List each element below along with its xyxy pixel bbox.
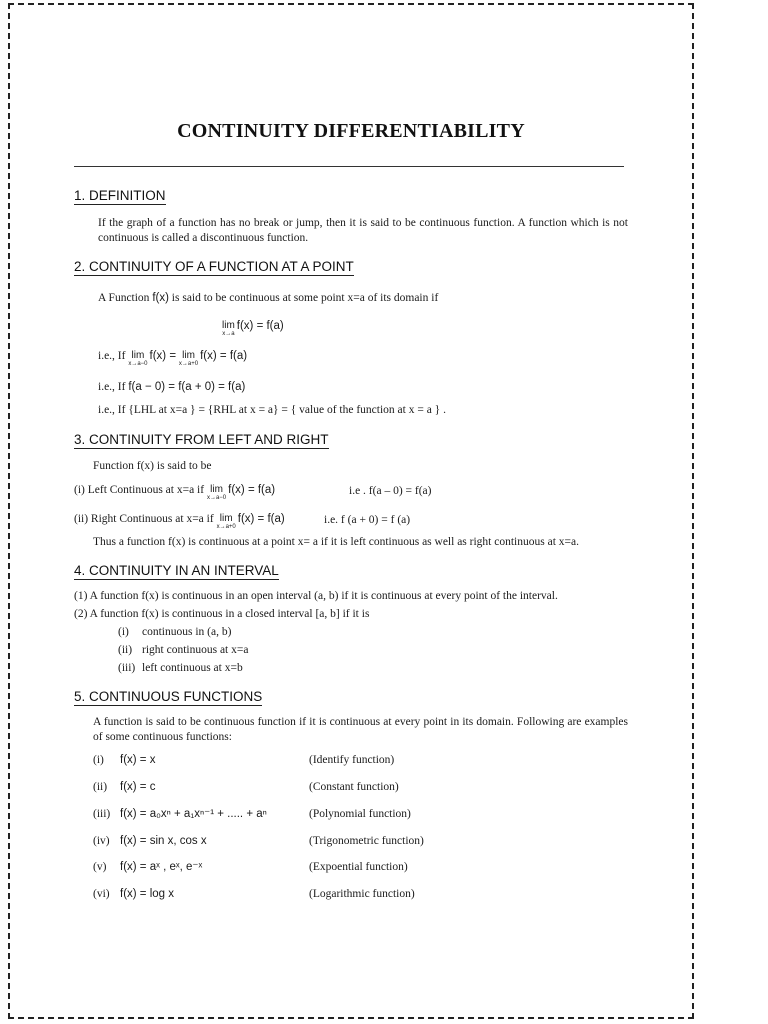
- function-row: (ii) f(x) = c: [93, 781, 156, 793]
- limit-equation-3: [98, 380, 245, 395]
- left-limit-operator: lim x→a−0: [128, 350, 148, 367]
- interval-sub-item: (i) continuous in (a, b): [118, 626, 232, 638]
- function-row: (vi) f(x) = log x: [93, 888, 175, 900]
- left-equation: f(x) = f(a): [228, 484, 276, 496]
- ie-if-label: i.e., If: [98, 350, 126, 362]
- limit-operator: lim x→a: [222, 320, 235, 337]
- function-row: (iv) f(x) = sin x, cos x: [93, 835, 207, 847]
- function-description: (Polynomial function): [309, 808, 411, 820]
- function-row: (i) f(x) = x: [93, 754, 156, 766]
- limit-equation-2: [98, 349, 247, 369]
- section-1-text: If the graph of a function has no break or jump, then it is said to be continuous function. A function which is not continuous is called a discontinuous function.: [98, 217, 628, 244]
- equation-end: f(x) = f(a): [200, 350, 248, 362]
- title-divider: [74, 166, 624, 167]
- section-4-heading: 4. CONTINUITY IN AN INTERVAL: [74, 563, 279, 578]
- right-limit-operator: lim x→a+0: [178, 350, 199, 367]
- section-3-heading: 3. CONTINUITY FROM LEFT AND RIGHT: [74, 432, 329, 447]
- intro-text-a: A Function: [98, 292, 150, 304]
- function-description: (Trigonometric function): [309, 835, 424, 847]
- function-description: (Identify function): [309, 754, 395, 766]
- right-equation: f(x) = f(a): [237, 513, 285, 525]
- intro-fx: f(x): [152, 292, 169, 304]
- equation-3: f(a − 0) = f(a + 0) = f(a): [128, 381, 246, 393]
- section-5-intro: A function is said to be continuous function if it is continuous at every point in its domain. Following are examples of some continuous functions:: [93, 716, 628, 743]
- left-continuous-row: [74, 483, 275, 503]
- section-2-heading: 2. CONTINUITY OF A FUNCTION AT A POINT: [74, 259, 354, 274]
- right-continuous-ie: i.e. f (a + 0) = f (a): [324, 514, 411, 526]
- right-limit-operator: lim x→a+0: [216, 513, 236, 530]
- left-limit-operator: lim x→a−0: [206, 484, 227, 501]
- function-description: (Logarithmic function): [309, 888, 415, 900]
- left-continuous-ie: i.e . f(a – 0) = f(a): [349, 485, 432, 497]
- function-description: (Constant function): [309, 781, 399, 793]
- left-continuous-label: (i) Left Continuous at x=a if: [74, 484, 205, 496]
- lhl-rhl-statement: i.e., If {LHL at x=a } = {RHL at x = a} = { value of the function at x = a } .: [98, 404, 446, 416]
- equation-rhs: f(x) = f(a): [236, 320, 284, 332]
- section-3-summary: Thus a function f(x) is continuous at a point x= a if it is left continuous as well as right continuous at x=a.: [93, 536, 579, 548]
- interval-sub-item: (iii) left continuous at x=b: [118, 662, 243, 674]
- interval-item-2: (2) A function f(x) is continuous in a closed interval [a, b] if it is: [74, 608, 370, 620]
- right-continuous-label: (ii) Right Continuous at x=a if: [74, 513, 214, 525]
- function-description: (Expoential function): [309, 861, 408, 873]
- limit-equation-1: [222, 319, 284, 339]
- section-1-heading: 1. DEFINITION: [74, 188, 166, 203]
- function-row: (v) f(x) = aˣ , eˣ, e⁻ˣ: [93, 861, 203, 873]
- section-2-intro: [98, 291, 438, 306]
- interval-item-1: (1) A function f(x) is continuous in an open interval (a, b) if it is continuous at every point of the interval.: [74, 590, 558, 602]
- interval-sub-item: (ii) right continuous at x=a: [118, 644, 249, 656]
- intro-text-b: is said to be continuous at some point x=a of its domain if: [171, 292, 439, 304]
- right-continuous-row: [74, 512, 285, 532]
- ie-if-label: i.e., If: [98, 381, 126, 393]
- section-5-heading: 5. CONTINUOUS FUNCTIONS: [74, 689, 263, 704]
- function-row: (iii) f(x) = a₀xⁿ + a₁xⁿ⁻¹ + ..... + aⁿ: [93, 808, 267, 820]
- page-title: CONTINUITY DIFFERENTIABILITY: [177, 120, 525, 142]
- section-3-intro: Function f(x) is said to be: [93, 460, 212, 472]
- equation-middle: f(x) =: [149, 350, 177, 362]
